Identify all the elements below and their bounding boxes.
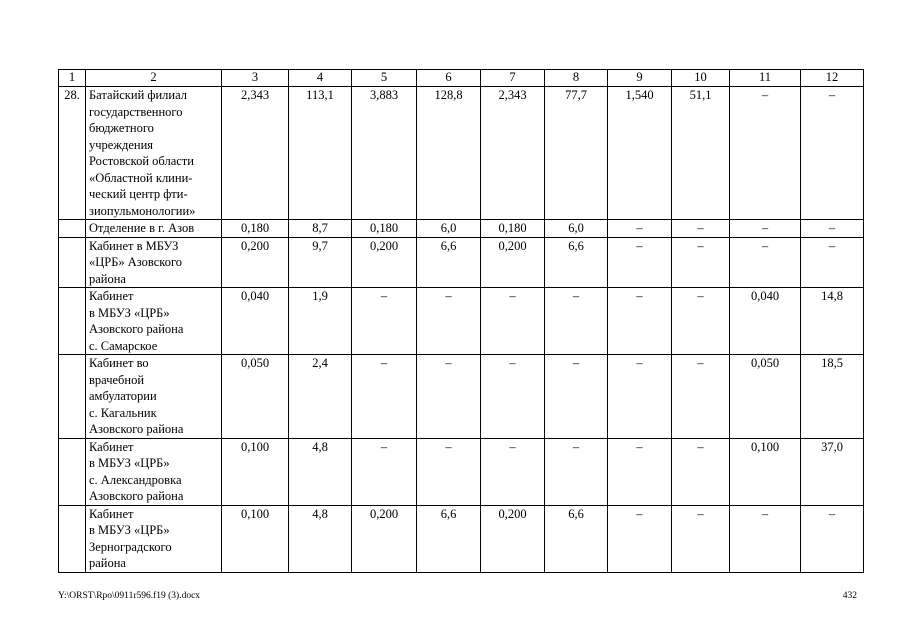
institution-name-line: Кабинет в МБУЗ xyxy=(89,238,179,253)
institution-name-line: бюджетного xyxy=(89,121,154,135)
value-cell: 0,100 xyxy=(222,438,289,505)
header-cell: 11 xyxy=(730,70,801,87)
value-cell: 6,0 xyxy=(417,220,481,238)
table-row xyxy=(59,220,864,238)
value-cell: – xyxy=(672,505,730,572)
value-cell: 37,0 xyxy=(801,438,864,505)
value-cell: – xyxy=(352,438,417,505)
value-cell: – xyxy=(730,220,801,238)
row-index-cell: 28. xyxy=(59,87,86,220)
institution-name-line: Батайский филиал xyxy=(89,88,187,102)
value-cell: 8,7 xyxy=(289,220,352,238)
header-cell: 3 xyxy=(222,70,289,87)
value-cell: 0,050 xyxy=(222,355,289,439)
data-table xyxy=(58,69,864,573)
institution-name-line: учреждения xyxy=(89,137,154,152)
value-cell: – xyxy=(352,355,417,439)
value-cell: – xyxy=(801,220,864,238)
value-cell: – xyxy=(672,355,730,439)
institution-name-line: Кабинет xyxy=(89,289,134,303)
value-cell: – xyxy=(730,87,801,220)
institution-name-line: с. Самарское xyxy=(89,338,158,353)
header-cell: 9 xyxy=(608,70,672,87)
institution-name-cell xyxy=(86,220,222,238)
institution-name-cell xyxy=(86,505,222,572)
value-cell: 0,200 xyxy=(222,237,289,288)
value-cell: – xyxy=(801,237,864,288)
value-cell: 6,6 xyxy=(545,237,608,288)
value-cell: – xyxy=(417,438,481,505)
header-cell: 12 xyxy=(801,70,864,87)
row-index-cell xyxy=(59,237,86,288)
value-cell: – xyxy=(608,355,672,439)
value-cell: – xyxy=(481,438,545,505)
table-row xyxy=(59,438,864,505)
header-cell: 8 xyxy=(545,70,608,87)
value-cell: – xyxy=(481,355,545,439)
value-cell: 113,1 xyxy=(289,87,352,220)
row-index-cell xyxy=(59,220,86,238)
value-cell: – xyxy=(672,438,730,505)
value-cell: – xyxy=(545,355,608,439)
value-cell: 4,8 xyxy=(289,438,352,505)
institution-name-line: врачебной xyxy=(89,372,145,387)
value-cell: 128,8 xyxy=(417,87,481,220)
institution-name-line: зиопульмонологии» xyxy=(89,203,196,218)
value-cell: 18,5 xyxy=(801,355,864,439)
value-cell: – xyxy=(801,505,864,572)
value-cell: – xyxy=(417,355,481,439)
value-cell: – xyxy=(481,288,545,355)
institution-name-cell xyxy=(86,237,222,288)
institution-name-line: Азовского района xyxy=(89,322,184,336)
institution-name-line: Азовского района xyxy=(89,422,184,436)
institution-name-line: Кабинет xyxy=(89,439,134,454)
value-cell: 14,8 xyxy=(801,288,864,355)
value-cell: 51,1 xyxy=(672,87,730,220)
institution-name-line: «ЦРБ» Азовского xyxy=(89,255,183,269)
header-cell: 10 xyxy=(672,70,730,87)
header-cell: 4 xyxy=(289,70,352,87)
value-cell: – xyxy=(730,505,801,572)
value-cell: 0,050 xyxy=(730,355,801,439)
institution-name-line: Зерноградского xyxy=(89,539,172,554)
institution-name-line: в МБУЗ «ЦРБ» xyxy=(89,523,170,537)
institution-name-cell xyxy=(86,355,222,439)
value-cell: 0,180 xyxy=(352,220,417,238)
institution-name-line: с. Кагальник xyxy=(89,405,157,420)
value-cell: 6,6 xyxy=(545,505,608,572)
header-cell: 5 xyxy=(352,70,417,87)
table-row xyxy=(59,87,864,220)
value-cell: – xyxy=(730,237,801,288)
document-table-container xyxy=(58,69,864,573)
table-row xyxy=(59,288,864,355)
value-cell: 6,6 xyxy=(417,237,481,288)
institution-name-line: амбулатории xyxy=(89,389,157,403)
institution-name-line: Кабинет во xyxy=(89,356,149,370)
value-cell: – xyxy=(545,288,608,355)
value-cell: – xyxy=(608,505,672,572)
footer-page-number: 432 xyxy=(842,591,857,601)
institution-name-cell xyxy=(86,288,222,355)
header-row xyxy=(59,70,864,87)
value-cell: – xyxy=(352,288,417,355)
value-cell: 9,7 xyxy=(289,237,352,288)
institution-name-line: Ростовской области xyxy=(89,154,194,168)
institution-name-line: в МБУЗ «ЦРБ» xyxy=(89,305,170,320)
value-cell: 6,0 xyxy=(545,220,608,238)
table-row xyxy=(59,355,864,439)
value-cell: 0,100 xyxy=(730,438,801,505)
value-cell: – xyxy=(608,220,672,238)
value-cell: – xyxy=(672,237,730,288)
row-index-cell xyxy=(59,438,86,505)
value-cell: – xyxy=(801,87,864,220)
value-cell: 0,100 xyxy=(222,505,289,572)
row-index-cell xyxy=(59,355,86,439)
value-cell: 0,200 xyxy=(481,505,545,572)
institution-name-line: «Областной клини- xyxy=(89,170,193,185)
institution-name-line: Отделение в г. Азов xyxy=(89,221,195,235)
header-cell: 2 xyxy=(86,70,222,87)
header-cell: 6 xyxy=(417,70,481,87)
value-cell: 0,180 xyxy=(481,220,545,238)
institution-name-line: в МБУЗ «ЦРБ» xyxy=(89,456,170,470)
value-cell: – xyxy=(608,288,672,355)
value-cell: 6,6 xyxy=(417,505,481,572)
institution-name-line: района xyxy=(89,271,126,286)
value-cell: – xyxy=(608,438,672,505)
value-cell: – xyxy=(608,237,672,288)
row-index-cell xyxy=(59,505,86,572)
value-cell: 3,883 xyxy=(352,87,417,220)
value-cell: 77,7 xyxy=(545,87,608,220)
value-cell: 1,540 xyxy=(608,87,672,220)
value-cell: – xyxy=(545,438,608,505)
value-cell: 0,040 xyxy=(730,288,801,355)
value-cell: 2,343 xyxy=(481,87,545,220)
institution-name-cell xyxy=(86,438,222,505)
value-cell: 2,343 xyxy=(222,87,289,220)
institution-name-line: Азовского района xyxy=(89,489,184,503)
institution-name-line: района xyxy=(89,556,126,570)
value-cell: 0,180 xyxy=(222,220,289,238)
footer-file-path: Y:\ORST\Rpo\0911r596.f19 (3).docx xyxy=(58,591,201,601)
value-cell: 4,8 xyxy=(289,505,352,572)
institution-name-line: государственного xyxy=(89,104,183,119)
value-cell: 0,200 xyxy=(352,505,417,572)
table-row xyxy=(59,237,864,288)
institution-name-line: ческий центр фти- xyxy=(89,187,188,201)
header-cell: 1 xyxy=(59,70,86,87)
value-cell: 2,4 xyxy=(289,355,352,439)
institution-name-line: с. Александровка xyxy=(89,472,182,487)
row-index-cell xyxy=(59,288,86,355)
value-cell: 1,9 xyxy=(289,288,352,355)
value-cell: 0,200 xyxy=(481,237,545,288)
value-cell: – xyxy=(417,288,481,355)
value-cell: – xyxy=(672,220,730,238)
institution-name-cell xyxy=(86,87,222,220)
table-body xyxy=(59,70,864,573)
value-cell: 0,200 xyxy=(352,237,417,288)
value-cell: 0,040 xyxy=(222,288,289,355)
table-row xyxy=(59,505,864,572)
header-cell: 7 xyxy=(481,70,545,87)
value-cell: – xyxy=(672,288,730,355)
institution-name-line: Кабинет xyxy=(89,506,134,521)
